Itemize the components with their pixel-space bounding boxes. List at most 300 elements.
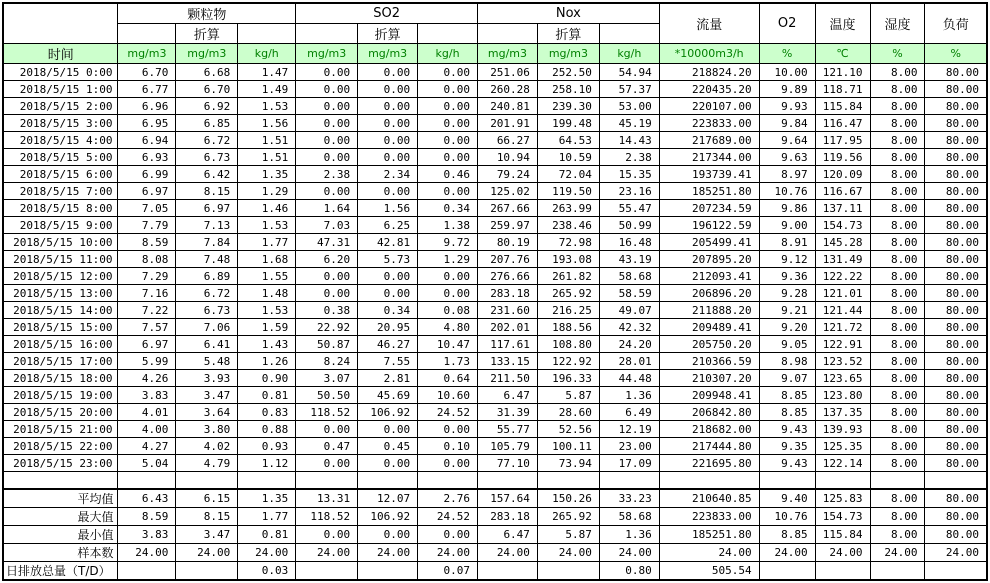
- value-cell: 8.98: [759, 353, 815, 370]
- value-cell: 216.25: [537, 302, 599, 319]
- value-cell: 8.00: [870, 183, 925, 200]
- summary-value-cell: 12.07: [358, 489, 418, 508]
- value-cell: 6.41: [176, 336, 238, 353]
- value-cell: 116.47: [815, 115, 870, 132]
- time-cell: 2018/5/15 20:00: [3, 404, 118, 421]
- summary-value-cell: [358, 562, 418, 581]
- data-row: [3, 166, 987, 183]
- summary-value-cell: 24.00: [925, 544, 987, 562]
- value-cell: 115.84: [815, 98, 870, 115]
- value-cell: 8.00: [870, 132, 925, 149]
- value-cell: 8.00: [870, 302, 925, 319]
- summary-value-cell: [759, 562, 815, 581]
- value-cell: 1.29: [418, 251, 478, 268]
- data-row: [3, 404, 987, 421]
- summary-value-cell: 0.81: [238, 526, 296, 544]
- value-cell: 212093.41: [659, 268, 759, 285]
- value-cell: 5.04: [118, 455, 176, 472]
- sub-converted-particulate: 折算: [176, 24, 238, 44]
- value-cell: 0.34: [418, 200, 478, 217]
- time-column-header: 时间: [3, 44, 118, 64]
- value-cell: 259.97: [478, 217, 538, 234]
- value-cell: 139.93: [815, 421, 870, 438]
- group-header-particulate: 颗粒物: [118, 3, 296, 24]
- value-cell: 6.73: [176, 302, 238, 319]
- value-cell: 2.38: [296, 166, 358, 183]
- column-header-temperature: 温度: [815, 3, 870, 44]
- value-cell: 6.70: [176, 81, 238, 98]
- value-cell: 1.56: [358, 200, 418, 217]
- data-row: [3, 455, 987, 472]
- value-cell: 80.00: [925, 455, 987, 472]
- value-cell: 131.49: [815, 251, 870, 268]
- data-row: [3, 251, 987, 268]
- value-cell: 9.28: [759, 285, 815, 302]
- value-cell: 0.00: [418, 183, 478, 200]
- sub-blank: [599, 24, 659, 44]
- value-cell: 0.00: [296, 149, 358, 166]
- value-cell: 72.98: [537, 234, 599, 251]
- value-cell: 0.83: [238, 404, 296, 421]
- summary-value-cell: 24.00: [118, 544, 176, 562]
- value-cell: 22.92: [296, 319, 358, 336]
- blank-cell: [870, 472, 925, 490]
- value-cell: 50.99: [599, 217, 659, 234]
- value-cell: 8.97: [759, 166, 815, 183]
- value-cell: 100.11: [537, 438, 599, 455]
- data-row: [3, 370, 987, 387]
- value-cell: 8.00: [870, 98, 925, 115]
- value-cell: 6.96: [118, 98, 176, 115]
- summary-value-cell: 33.23: [599, 489, 659, 508]
- value-cell: 1.59: [238, 319, 296, 336]
- data-row: [3, 217, 987, 234]
- value-cell: 8.00: [870, 64, 925, 81]
- summary-row: [3, 526, 987, 544]
- time-cell: 2018/5/15 18:00: [3, 370, 118, 387]
- value-cell: 123.65: [815, 370, 870, 387]
- value-cell: 9.07: [759, 370, 815, 387]
- summary-value-cell: [118, 562, 176, 581]
- value-cell: 7.06: [176, 319, 238, 336]
- value-cell: 80.00: [925, 234, 987, 251]
- time-cell: 2018/5/15 4:00: [3, 132, 118, 149]
- summary-label: 日排放总量（T/D）: [3, 562, 118, 581]
- summary-value-cell: 80.00: [925, 526, 987, 544]
- value-cell: 6.20: [296, 251, 358, 268]
- value-cell: 10.76: [759, 183, 815, 200]
- summary-value-cell: 80.00: [925, 489, 987, 508]
- value-cell: 43.19: [599, 251, 659, 268]
- value-cell: 5.48: [176, 353, 238, 370]
- value-cell: 0.00: [418, 149, 478, 166]
- value-cell: 6.72: [176, 285, 238, 302]
- value-cell: 8.08: [118, 251, 176, 268]
- value-cell: 6.95: [118, 115, 176, 132]
- value-cell: 0.47: [296, 438, 358, 455]
- value-cell: 55.77: [478, 421, 538, 438]
- value-cell: 66.27: [478, 132, 538, 149]
- data-row: [3, 438, 987, 455]
- value-cell: 23.16: [599, 183, 659, 200]
- summary-value-cell: 24.00: [418, 544, 478, 562]
- value-cell: 4.02: [176, 438, 238, 455]
- blank-cell: [925, 472, 987, 490]
- value-cell: 0.00: [418, 455, 478, 472]
- value-cell: 201.91: [478, 115, 538, 132]
- value-cell: 9.72: [418, 234, 478, 251]
- value-cell: 7.84: [176, 234, 238, 251]
- blank-cell: [599, 472, 659, 490]
- value-cell: 260.28: [478, 81, 538, 98]
- value-cell: 0.00: [418, 132, 478, 149]
- value-cell: 3.83: [118, 387, 176, 404]
- value-cell: 80.00: [925, 319, 987, 336]
- value-cell: 8.85: [759, 387, 815, 404]
- blank-cell: [176, 472, 238, 490]
- value-cell: 0.93: [238, 438, 296, 455]
- header-units-row: [3, 44, 987, 64]
- value-cell: 10.00: [759, 64, 815, 81]
- value-cell: 1.46: [238, 200, 296, 217]
- blank-cell: [759, 472, 815, 490]
- value-cell: 8.91: [759, 234, 815, 251]
- value-cell: 80.00: [925, 404, 987, 421]
- value-cell: 6.70: [118, 64, 176, 81]
- summary-row: [3, 544, 987, 562]
- value-cell: 80.00: [925, 251, 987, 268]
- value-cell: 2.81: [358, 370, 418, 387]
- value-cell: 211.50: [478, 370, 538, 387]
- value-cell: 220107.00: [659, 98, 759, 115]
- summary-value-cell: 0.00: [296, 526, 358, 544]
- summary-value-cell: [296, 562, 358, 581]
- value-cell: 79.24: [478, 166, 538, 183]
- summary-label: 平均值: [3, 489, 118, 508]
- summary-value-cell: 0.00: [358, 526, 418, 544]
- value-cell: 80.00: [925, 285, 987, 302]
- summary-value-cell: 157.64: [478, 489, 538, 508]
- unit-pm-mgm3: mg/m3: [118, 44, 176, 64]
- unit-load-percent: %: [925, 44, 987, 64]
- value-cell: 251.06: [478, 64, 538, 81]
- value-cell: 209948.41: [659, 387, 759, 404]
- data-row: [3, 64, 987, 81]
- value-cell: 261.82: [537, 268, 599, 285]
- data-row: [3, 336, 987, 353]
- value-cell: 80.00: [925, 132, 987, 149]
- value-cell: 123.80: [815, 387, 870, 404]
- value-cell: 8.00: [870, 217, 925, 234]
- value-cell: 0.00: [358, 132, 418, 149]
- value-cell: 9.20: [759, 319, 815, 336]
- value-cell: 9.86: [759, 200, 815, 217]
- value-cell: 80.00: [925, 370, 987, 387]
- value-cell: 217444.80: [659, 438, 759, 455]
- data-row: [3, 200, 987, 217]
- value-cell: 1.48: [238, 285, 296, 302]
- value-cell: 8.00: [870, 336, 925, 353]
- time-cell: 2018/5/15 22:00: [3, 438, 118, 455]
- value-cell: 4.00: [118, 421, 176, 438]
- summary-value-cell: 8.59: [118, 508, 176, 526]
- value-cell: 6.25: [358, 217, 418, 234]
- time-cell: 2018/5/15 15:00: [3, 319, 118, 336]
- value-cell: 0.45: [358, 438, 418, 455]
- value-cell: 1.26: [238, 353, 296, 370]
- value-cell: 196.33: [537, 370, 599, 387]
- value-cell: 6.72: [176, 132, 238, 149]
- summary-row: [3, 508, 987, 526]
- summary-value-cell: 6.43: [118, 489, 176, 508]
- unit-nox-kgh: kg/h: [599, 44, 659, 64]
- value-cell: 80.00: [925, 217, 987, 234]
- value-cell: 206842.80: [659, 404, 759, 421]
- unit-o2-percent: %: [759, 44, 815, 64]
- value-cell: 137.11: [815, 200, 870, 217]
- summary-value-cell: 106.92: [358, 508, 418, 526]
- value-cell: 0.00: [418, 98, 478, 115]
- summary-value-cell: 223833.00: [659, 508, 759, 526]
- value-cell: 6.92: [176, 98, 238, 115]
- time-cell: 2018/5/15 13:00: [3, 285, 118, 302]
- value-cell: 20.95: [358, 319, 418, 336]
- value-cell: 8.00: [870, 421, 925, 438]
- value-cell: 7.05: [118, 200, 176, 217]
- value-cell: 0.00: [358, 455, 418, 472]
- value-cell: 9.89: [759, 81, 815, 98]
- value-cell: 1.51: [238, 132, 296, 149]
- value-cell: 0.00: [418, 81, 478, 98]
- value-cell: 8.15: [176, 183, 238, 200]
- value-cell: 9.21: [759, 302, 815, 319]
- summary-value-cell: 24.00: [599, 544, 659, 562]
- summary-value-cell: 150.26: [537, 489, 599, 508]
- summary-value-cell: [815, 562, 870, 581]
- unit-temperature-celsius: ℃: [815, 44, 870, 64]
- value-cell: 1.55: [238, 268, 296, 285]
- value-cell: 7.13: [176, 217, 238, 234]
- sub-converted-so2: 折算: [358, 24, 418, 44]
- value-cell: 267.66: [478, 200, 538, 217]
- value-cell: 238.46: [537, 217, 599, 234]
- data-row: [3, 285, 987, 302]
- value-cell: 12.19: [599, 421, 659, 438]
- time-cell: 2018/5/15 7:00: [3, 183, 118, 200]
- summary-value-cell: 1.77: [238, 508, 296, 526]
- value-cell: 0.00: [358, 285, 418, 302]
- blank-cell: [3, 472, 118, 490]
- value-cell: 7.48: [176, 251, 238, 268]
- value-cell: 16.48: [599, 234, 659, 251]
- value-cell: 0.00: [418, 421, 478, 438]
- unit-pm-converted-mgm3: mg/m3: [176, 44, 238, 64]
- data-row: [3, 81, 987, 98]
- value-cell: 80.00: [925, 81, 987, 98]
- value-cell: 1.12: [238, 455, 296, 472]
- summary-value-cell: 6.15: [176, 489, 238, 508]
- column-header-load: 负荷: [925, 3, 987, 44]
- value-cell: 80.00: [925, 64, 987, 81]
- column-header-humidity: 湿度: [870, 3, 925, 44]
- value-cell: 23.00: [599, 438, 659, 455]
- blank-cell: [659, 472, 759, 490]
- value-cell: 0.00: [296, 64, 358, 81]
- value-cell: 0.00: [296, 455, 358, 472]
- value-cell: 6.42: [176, 166, 238, 183]
- value-cell: 42.81: [358, 234, 418, 251]
- summary-value-cell: [870, 562, 925, 581]
- unit-nox-converted-mgm3: mg/m3: [537, 44, 599, 64]
- time-cell: 2018/5/15 21:00: [3, 421, 118, 438]
- value-cell: 283.18: [478, 285, 538, 302]
- value-cell: 3.80: [176, 421, 238, 438]
- summary-label: 样本数: [3, 544, 118, 562]
- value-cell: 49.07: [599, 302, 659, 319]
- value-cell: 42.32: [599, 319, 659, 336]
- value-cell: 221695.80: [659, 455, 759, 472]
- unit-so2-mgm3: mg/m3: [296, 44, 358, 64]
- value-cell: 0.08: [418, 302, 478, 319]
- sub-converted-nox: 折算: [537, 24, 599, 44]
- value-cell: 54.94: [599, 64, 659, 81]
- summary-label: 最小值: [3, 526, 118, 544]
- value-cell: 80.00: [925, 115, 987, 132]
- value-cell: 205750.20: [659, 336, 759, 353]
- value-cell: 4.01: [118, 404, 176, 421]
- value-cell: 1.38: [418, 217, 478, 234]
- blank-cell: [478, 472, 538, 490]
- value-cell: 218824.20: [659, 64, 759, 81]
- value-cell: 9.93: [759, 98, 815, 115]
- value-cell: 0.00: [296, 268, 358, 285]
- value-cell: 223833.00: [659, 115, 759, 132]
- summary-value-cell: 1.36: [599, 526, 659, 544]
- value-cell: 119.50: [537, 183, 599, 200]
- unit-flow: *10000m3/h: [659, 44, 759, 64]
- summary-value-cell: [176, 562, 238, 581]
- value-cell: 4.79: [176, 455, 238, 472]
- value-cell: 6.93: [118, 149, 176, 166]
- blank-cell: [815, 472, 870, 490]
- value-cell: 1.35: [238, 166, 296, 183]
- value-cell: 6.73: [176, 149, 238, 166]
- value-cell: 240.81: [478, 98, 538, 115]
- value-cell: 5.73: [358, 251, 418, 268]
- value-cell: 205499.41: [659, 234, 759, 251]
- value-cell: 9.63: [759, 149, 815, 166]
- value-cell: 218682.00: [659, 421, 759, 438]
- value-cell: 10.94: [478, 149, 538, 166]
- value-cell: 1.56: [238, 115, 296, 132]
- value-cell: 80.00: [925, 421, 987, 438]
- value-cell: 121.10: [815, 64, 870, 81]
- value-cell: 5.87: [537, 387, 599, 404]
- data-row: [3, 115, 987, 132]
- time-cell: 2018/5/15 19:00: [3, 387, 118, 404]
- summary-value-cell: 58.68: [599, 508, 659, 526]
- unit-so2-converted-mgm3: mg/m3: [358, 44, 418, 64]
- emissions-data-table: [2, 2, 988, 581]
- value-cell: 24.20: [599, 336, 659, 353]
- summary-value-cell: 24.00: [238, 544, 296, 562]
- value-cell: 1.43: [238, 336, 296, 353]
- value-cell: 6.97: [176, 200, 238, 217]
- summary-value-cell: 8.00: [870, 508, 925, 526]
- value-cell: 58.59: [599, 285, 659, 302]
- value-cell: 119.56: [815, 149, 870, 166]
- value-cell: 31.39: [478, 404, 538, 421]
- summary-value-cell: 283.18: [478, 508, 538, 526]
- summary-value-cell: 8.85: [759, 526, 815, 544]
- value-cell: 80.00: [925, 166, 987, 183]
- value-cell: 0.46: [418, 166, 478, 183]
- value-cell: 121.01: [815, 285, 870, 302]
- value-cell: 4.80: [418, 319, 478, 336]
- value-cell: 0.90: [238, 370, 296, 387]
- value-cell: 0.00: [418, 268, 478, 285]
- value-cell: 207234.59: [659, 200, 759, 217]
- time-cell: 2018/5/15 2:00: [3, 98, 118, 115]
- value-cell: 6.97: [118, 183, 176, 200]
- value-cell: 199.48: [537, 115, 599, 132]
- value-cell: 121.72: [815, 319, 870, 336]
- value-cell: 8.00: [870, 234, 925, 251]
- value-cell: 154.73: [815, 217, 870, 234]
- summary-value-cell: [478, 562, 538, 581]
- value-cell: 50.87: [296, 336, 358, 353]
- value-cell: 7.55: [358, 353, 418, 370]
- value-cell: 8.00: [870, 455, 925, 472]
- summary-value-cell: 24.00: [478, 544, 538, 562]
- value-cell: 1.53: [238, 302, 296, 319]
- value-cell: 1.29: [238, 183, 296, 200]
- value-cell: 45.69: [358, 387, 418, 404]
- summary-value-cell: 5.87: [537, 526, 599, 544]
- value-cell: 9.84: [759, 115, 815, 132]
- value-cell: 0.00: [418, 115, 478, 132]
- value-cell: 4.27: [118, 438, 176, 455]
- summary-value-cell: 0.07: [418, 562, 478, 581]
- sub-blank: [418, 24, 478, 44]
- value-cell: 252.50: [537, 64, 599, 81]
- value-cell: 3.64: [176, 404, 238, 421]
- value-cell: 0.00: [418, 64, 478, 81]
- value-cell: 8.00: [870, 251, 925, 268]
- unit-nox-mgm3: mg/m3: [478, 44, 538, 64]
- value-cell: 0.00: [358, 98, 418, 115]
- value-cell: 9.35: [759, 438, 815, 455]
- blank-cell: [118, 472, 176, 490]
- value-cell: 105.79: [478, 438, 538, 455]
- group-header-nox: Nox: [478, 3, 660, 24]
- data-row: [3, 302, 987, 319]
- data-row: [3, 319, 987, 336]
- sub-blank: [238, 24, 296, 44]
- data-row: [3, 98, 987, 115]
- blank-cell: [418, 472, 478, 490]
- value-cell: 231.60: [478, 302, 538, 319]
- value-cell: 1.51: [238, 149, 296, 166]
- value-cell: 8.00: [870, 115, 925, 132]
- time-cell: 2018/5/15 14:00: [3, 302, 118, 319]
- value-cell: 145.28: [815, 234, 870, 251]
- value-cell: 137.35: [815, 404, 870, 421]
- unit-so2-kgh: kg/h: [418, 44, 478, 64]
- value-cell: 80.00: [925, 268, 987, 285]
- value-cell: 10.47: [418, 336, 478, 353]
- value-cell: 122.92: [537, 353, 599, 370]
